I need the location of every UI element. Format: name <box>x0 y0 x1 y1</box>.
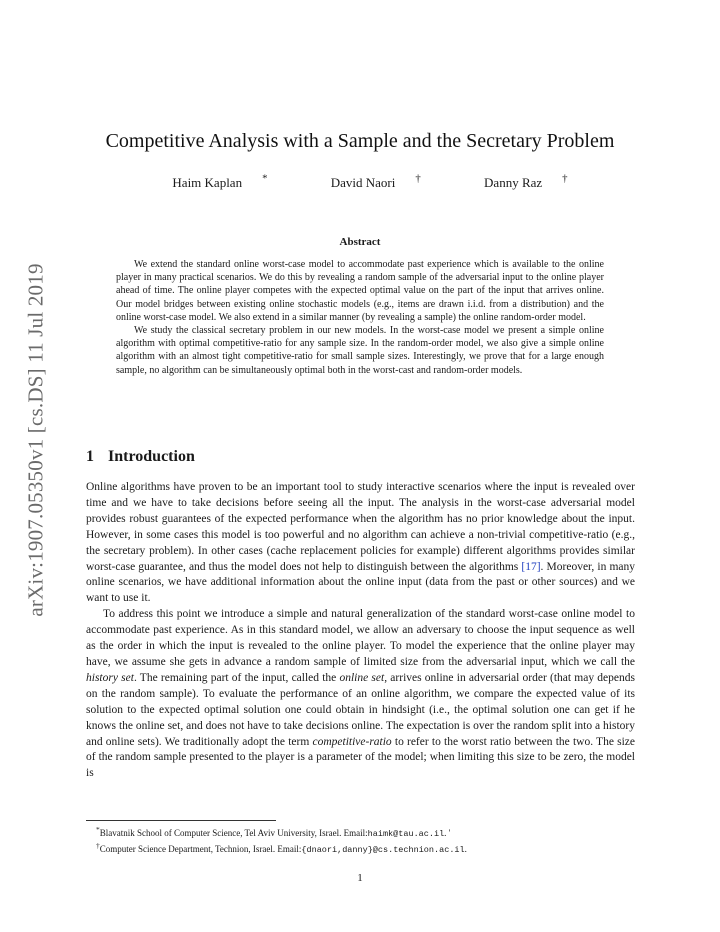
arxiv-identifier-stamp: arXiv:1907.05350v1 [cs.DS] 11 Jul 2019 <box>23 263 48 617</box>
affiliation-mark: † <box>415 173 421 185</box>
footnote: *Blavatnik School of Computer Science, Tel Aviv University, Israel. Email:haimk@tau.ac.il. ' <box>96 825 451 839</box>
email-address: {dnaori,danny}@cs.technion.ac.il <box>301 845 465 855</box>
footnotes <box>86 824 646 856</box>
author: Haim Kaplan * <box>172 173 268 191</box>
affiliation-mark: † <box>562 173 568 185</box>
emphasis: history set <box>86 671 134 684</box>
abstract-body <box>116 258 604 377</box>
author: David Naori † <box>330 173 421 191</box>
footnote-divider <box>86 820 276 821</box>
section-number: 1 <box>86 448 94 465</box>
affiliation-mark: * <box>262 173 268 185</box>
author: Danny Raz † <box>484 173 568 191</box>
section-title: Introduction <box>108 448 195 465</box>
body-paragraph: Online algorithms have proven to be an important tool to study interactive scenarios where the input is revealed over time and we have to take decisions before seeing all the input. The analysis in the worst-case adversarial model provides robust guarantees of the expected performance when the algorithm has no prior knowledge about the input. However, in some cases this model is too powerful and no algorithm can achieve a non-trivial competitive-ratio (e.g., the secretary problem). In other cases (cache replacement policies for example) different algorithms provides similar worst-case guarantee, and thus the model does not help to distinguish between the algorithms [17]. Moreover, in many online scenarios, we have additional information about the online input (data from the past or other sources) and we want to use it. <box>86 481 635 605</box>
footnote: †Computer Science Department, Technion, Israel. Email:{dnaori,danny}@cs.technion.ac.il. <box>96 841 467 855</box>
email-address: haimk@tau.ac.il <box>367 829 445 839</box>
emphasis: online set <box>339 671 385 684</box>
abstract-paragraph: We study the classical secretary problem in our new models. In the worst-case model we present a simple online algorithm with optimal competitive-ratio for any sample size. In the random-order model, we also give a simple online algorithm with an almost tight competitive-ratio for small sample sizes. Interestingly, we prove that for a large enough sample, no algorithm can be simultaneously optimal both in the worst-cast and random-order models. <box>116 325 604 376</box>
introduction-text <box>86 480 635 782</box>
section-heading <box>86 448 195 466</box>
author-list <box>0 173 720 191</box>
body-paragraph: To address this point we introduce a simple and natural generalization of the standard worst-case online model to accommodate past experience. As in this standard model, we allow an adversary to choose the input sequence as well as the order in which the input is revealed to the online player. To model the experience that the online player may have, we assume she gets in advance a random sample of limited size from the adversarial input, which we call the history set. The remaining part of the input, called the online set, arrives online in adversarial order (that may depends on the random sample). To evaluate the performance of an online algorithm, we compare the expected value of its solution to the expected optimal solution one could obtain in hindsight (i.e., the optimal solution one can get if he knows the online set, and does not have to take decisions online. The expectation is over the random split into a history and online sets). We traditionally adopt the term competitive-ratio to refer to the worst ratio between the two. The size of the random sample presented to the player is a parameter of the model; when limiting this size to be zero, the model is <box>86 608 635 780</box>
paper-title: Competitive Analysis with a Sample and the Secretary Problem <box>105 130 615 152</box>
page-number: 1 <box>357 872 363 884</box>
citation-link[interactable]: [17] <box>521 560 541 573</box>
abstract-heading: Abstract <box>339 236 381 248</box>
abstract-paragraph: We extend the standard online worst-case model to accommodate past experience which is available to the online player in many practical scenarios. We do this by revealing a random sample of the adversarial input to the online player ahead of time. The online player competes with the expected optimal value on the part of the input that arrives online. Our model bridges between existing online stochastic models (e.g., items are drawn i.i.d. from a distribution) and the online worst-case model. We also extend in a similar manner (by revealing a sample) the online random-order model. <box>116 259 604 323</box>
emphasis: competitive-ratio <box>312 735 392 748</box>
